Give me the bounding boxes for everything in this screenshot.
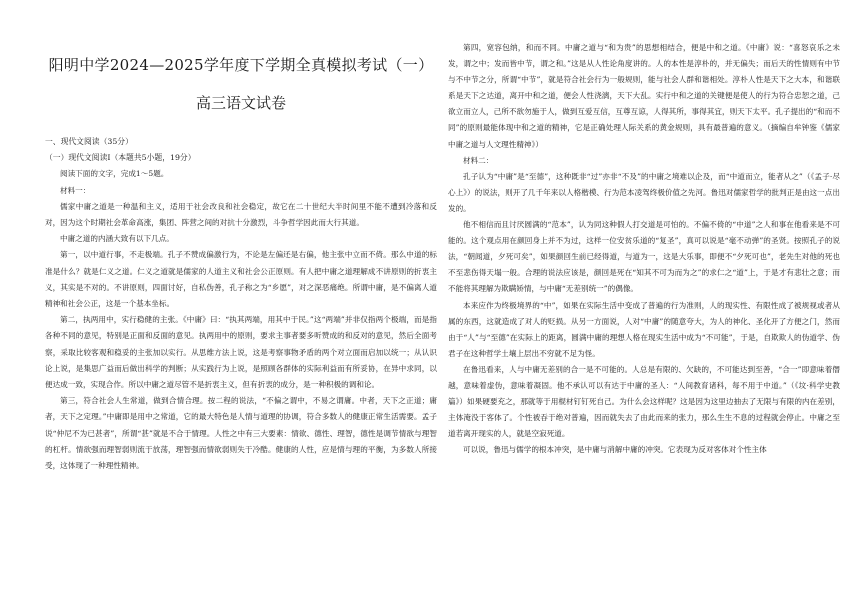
left-column (45, 40, 437, 474)
paragraph: 第一，以中道行事，不走极端。孔子不赞成偏激行为，不论是左偏还是右偏，他主张中立而不倚。那么中道的标准是什么？就是仁义之道。仁义之道就是儒家的人道主义和社会公正原则。有人把中庸之道理解成不讲原则的折衷主义，其实是不对的。不讲原则，四面讨好，自私伪善，孔子称之为“乡愿”，对之深恶痛绝。所谓中庸，是不偏离人道精神和社会公正，这是一个基本坐标。 (45, 250, 437, 309)
paragraph: 第四，宽容包纳，和而不同。中庸之道与“和为贵”的思想相结合，便是中和之道。《中庸》说：“喜怒哀乐之未发，谓之中；发而皆中节，谓之和。”这是从人性论角度讲的。人的本性是淳朴的，并无偏失；而后天的性情则有中节与不中节之分，所谓“中节”，就是符合社会行为一般规则，能与社会人群和谐相处。淳朴人性是天下之大本，和谐联系是天下之达道，离开中和之道，便会人性浇漓，天下大乱。实行中和之道的关键便是使人的行为符合忠恕之道，己欲立而立人，己所不欲勿施于人，做到互爱互信，互尊互谅，人得其所，事得其宜，则天下太平。孔子提出的“和而不同”的原则最能体现中和之道的精神，它是正确处理人际关系的黄金规则，具有最普遍的意义。（摘编自牟钟鉴《儒家中庸之道与人文理性精神》） (448, 43, 840, 149)
paragraph: 第二，执两用中，实行稳健的主张。《中庸》曰：“执其两端，用其中于民。”这“两端”并非仅指两个极端，而是指各种不同的意见，特别是正面和反面的意见。执两用中的原则，要求主事者要多听赞成的和反对的意见，然后全面考察，采取比较客观和稳妥的主张加以实行。从思维方法上说，这是考察事物矛盾的两个对立面而启加以统一；从认识论上说，是集思广益而后做出科学的判断；从实践行为上说，是照顾各群体的实际利益而有所妥协，在异中求同，以便达成一致，实现合作。所以中庸之道尽管不是折衷主义，但有折衷的成分，是一种积极的调和论。 (45, 315, 437, 390)
paragraph: 他不相信而且讨厌圆满的“范本”，认为同这种假人打交道是可怕的。不偏不倚的“中道”之人和事在他看来是不可能的。这个观点用在颜回身上并不为过，这样一位安贫乐道的“复圣”，真可以说是“毫不动弹”的圣贤。按照孔子的说法，“朝闻道，夕死可矣”，如果颜回生前已经得道，与道为一，这是大乐事，即便不“夕死可也”，老先生对他的死也不至悲伤得天塌一般。合理的说法应该是，颜回是死在“知其不可为而为之”的求仁之“道”上，于是才有悲壮之意；而不能将其理解为欺瞒矫情，与中庸“无差别统一”的偶像。 (448, 220, 840, 294)
paragraph: 可以说，鲁迅与儒学的根本冲突，是中庸与消解中庸的冲突。它表现为反对客体对个性主体 (463, 445, 767, 455)
paragraph: 孔子认为“中庸”是“至德”，这种既非“过”亦非“不及”的中庸之境难以企及，而“中道而立，能者从之”（《孟子·尽心上》）的说法，则开了几千年来以人格楷模、行为范本凌驾终极价值之先河。鲁迅对儒家哲学的批判正是由这一点出发的。 (448, 171, 840, 213)
paragraph: 第三，符合社会人生常道，做到合情合理。按二程的说法，“不偏之谓中，不易之谓庸。中者，天下之正道；庸者，天下之定理。”中庸即是用中之常道，它的最大特色是人情与道理的协调，符合多数人的健康正常生活需要。孟子说“仲尼不为已甚者”，所谓“甚”就是不合于情理。人性之中有三大要素：情欲、德性、理智，德性是调节情欲与理智的杠杆。情欲强而理智弱则流于放荡，理智强而情欲弱则失于冷酷。健康的人性，应是情与理的平衡，为多数人所接受，这体现了一种理性精神。 (45, 396, 437, 471)
exam-title: 阳明中学2024—2025学年度下学期全真模拟考试（一） (48, 56, 434, 74)
paragraph: 儒家中庸之道是一种温和主义，适用于社会改良和社会稳定，故它在二十世纪大半时间里不能不遭到冷落和反对，因为这个时期社会革命高涨，集团、阵营之间的对抗十分激烈，斗争哲学因此而大行其道。 (45, 201, 437, 228)
reading-instruction: 阅读下面的文字，完成1～5题。 (60, 169, 169, 179)
subsection-heading: （一）现代文阅读Ⅰ（本题共5小题，19分） (45, 153, 196, 163)
material-2-label: 材料二： (463, 155, 494, 165)
paragraph: 本来应作为终极境界的“中”，如果在实际生活中变成了普遍的行为准则，人的现实性、有限性成了被规视或者从属的东西，这就造成了对人的贬损。从另一方面说，人对“中庸”的随意夸大，为人的神化、圣化开了方便之门，然而由于“人”与“至德”在实际上的距离，圆满中庸的理想人格在现实生活中成为“不可能”，于是，自欺欺人的伪道学、伪君子在这种哲学土壤上层出不穷就不足为怪。 (448, 300, 840, 358)
material-1-label: 材料一： (60, 185, 91, 195)
section-heading: 一、现代文阅读（35分） (45, 137, 133, 146)
exam-subtitle: 高三语文试卷 (195, 94, 286, 112)
right-column (448, 40, 840, 458)
paragraph: 中庸之道的内涵大致有以下几点。 (60, 234, 174, 244)
paragraph: 在鲁迅看来，人与中庸无差别的合一是不可能的。人总是有限的、欠缺的，不可能达到至善，“合一”即意味着僭越，意味着虚伪，意味着凝固。他不承认可以有达于中庸的圣人：“人间教育诸科，每不用于中道。”（《坟·科学史教篇》）如果硬要充之，那就等于用棍材钉钉死自己。为什么会这样呢？这是因为这里边抽去了无限与有限的内在差别，主体淹没于客体了。个性被吞于绝对普遍，因而就失去了由此而来的张力，那么生生不息的过程就会停止。中庸之至道若离开现实的人，就是空寂死道。 (448, 364, 840, 439)
